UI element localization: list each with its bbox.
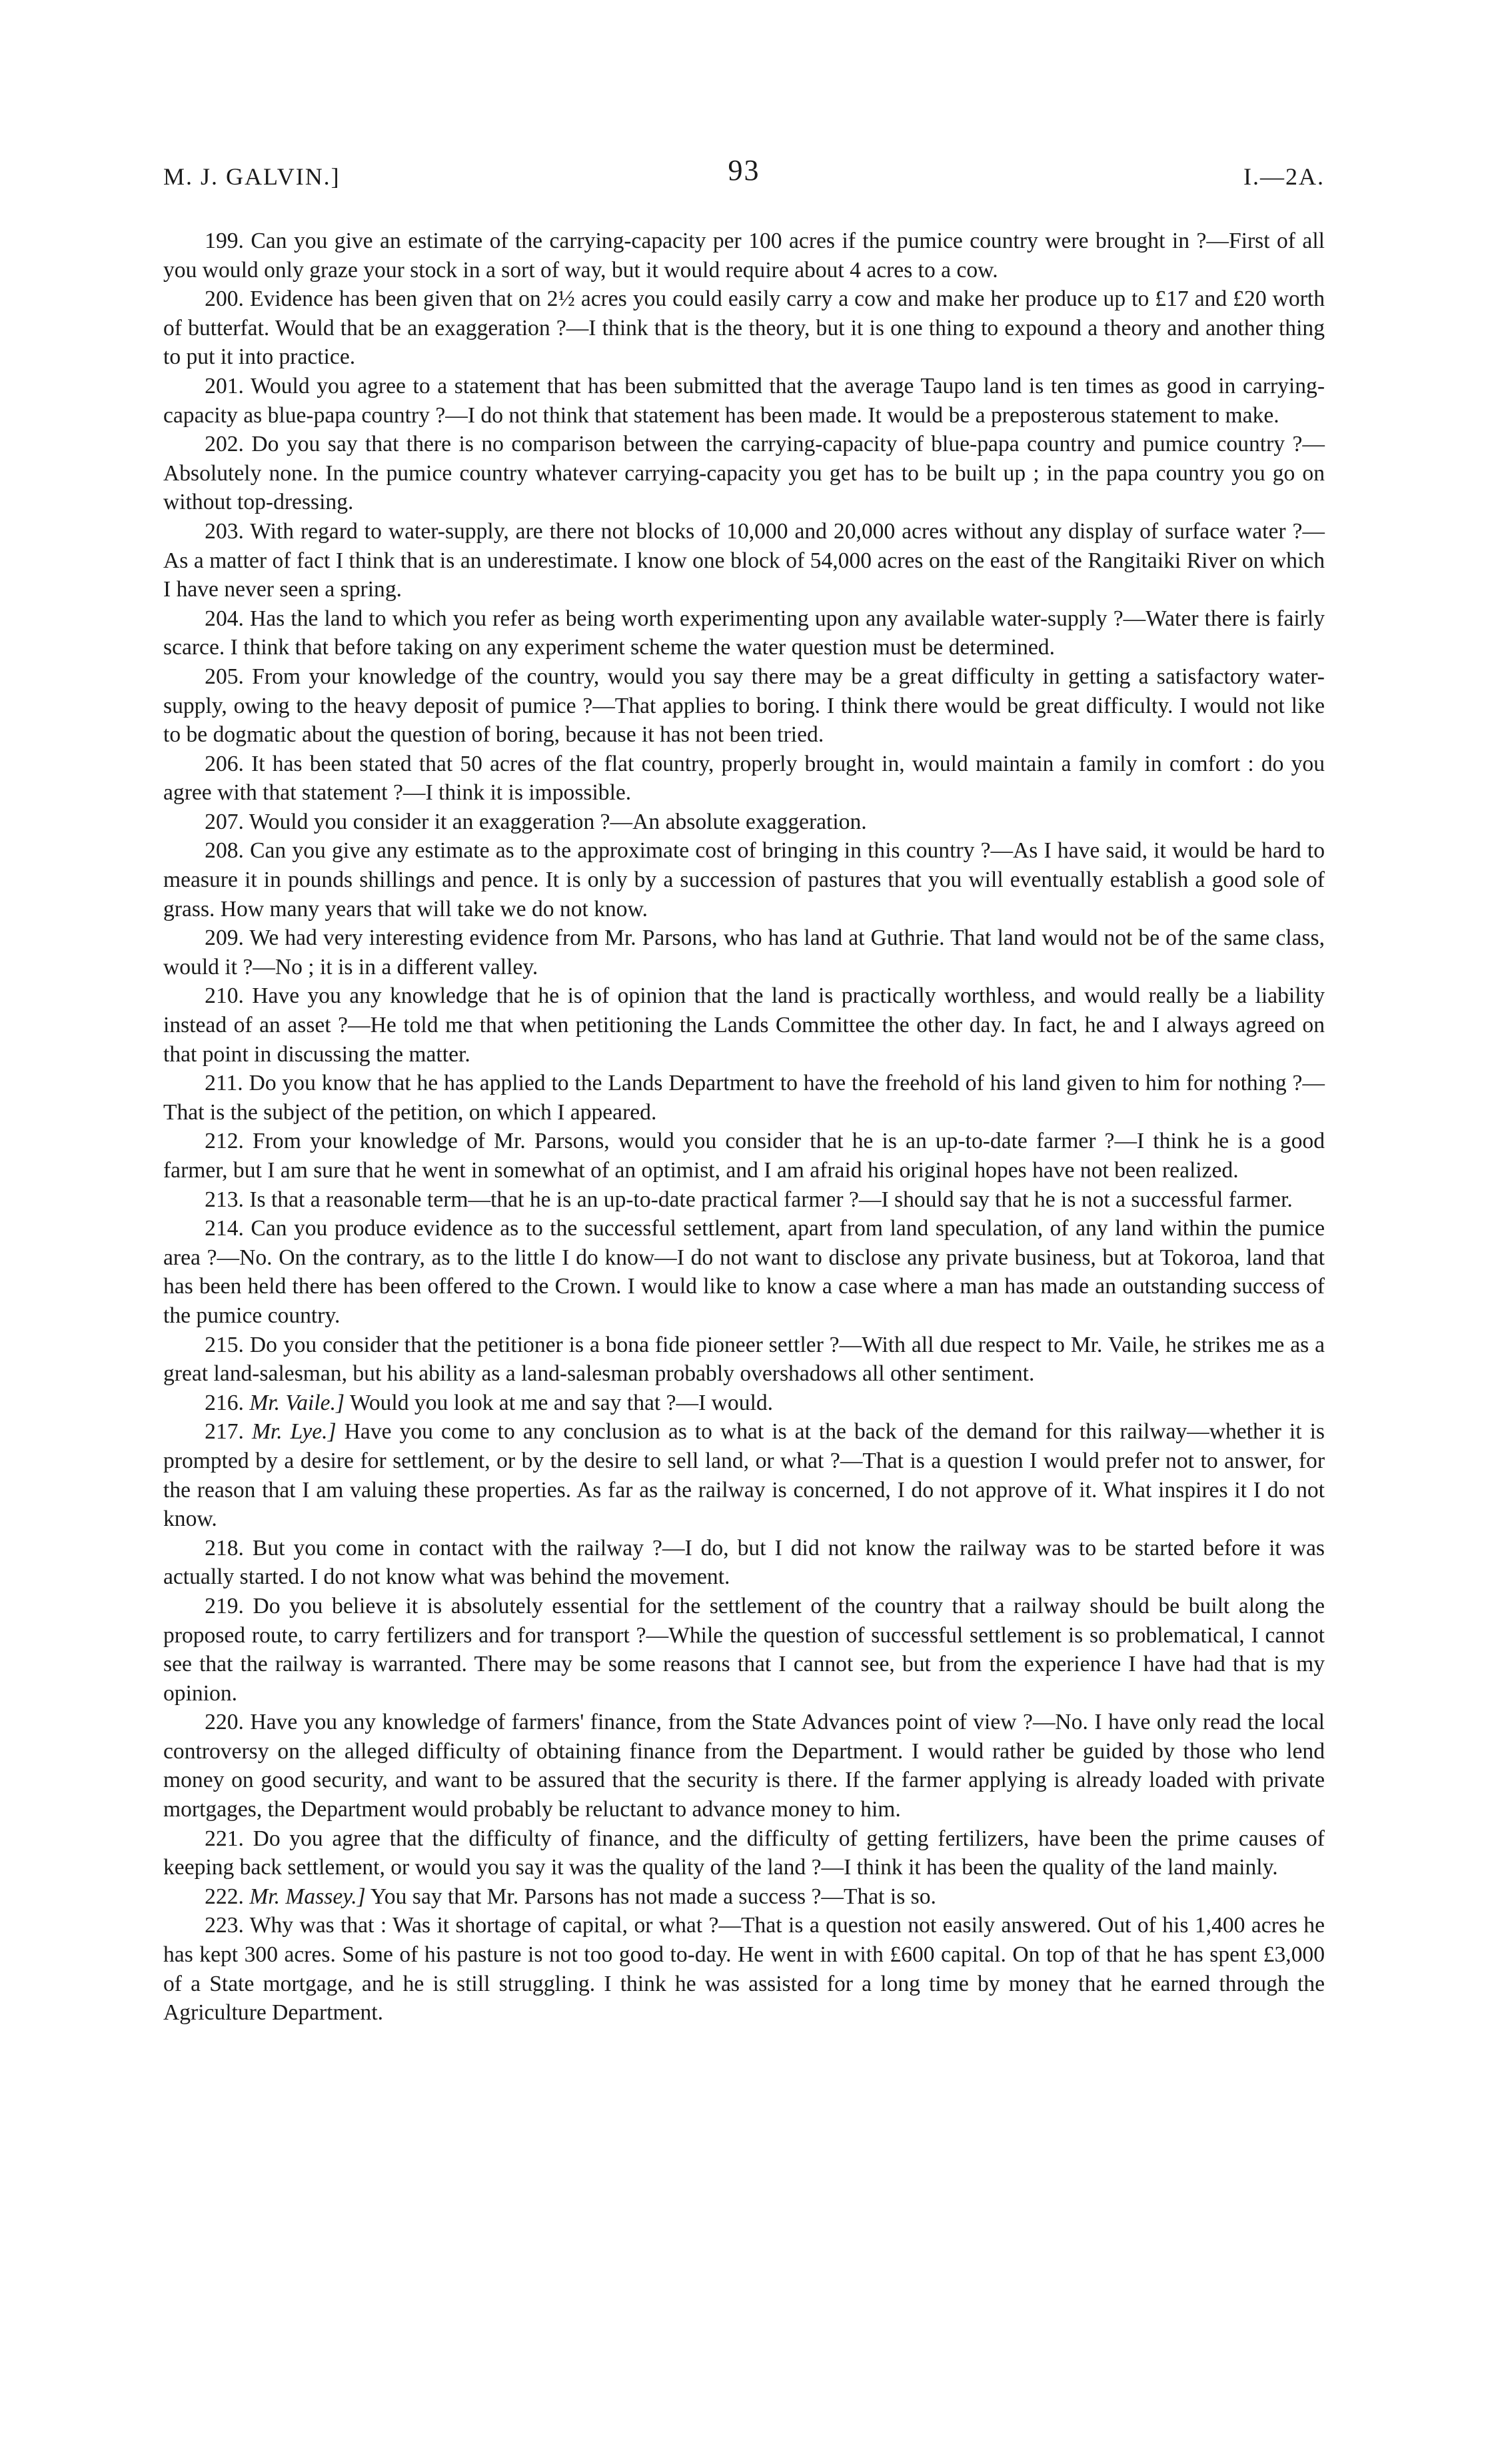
question-number: 212.	[205, 1129, 244, 1154]
question-answer-text: But you come in contact with the railway ?—I do, but I did not know the railway was to be started before it was actually started. I do not know what was behind the movement.	[163, 1535, 1325, 1590]
question-number: 203.	[205, 518, 244, 544]
question-number: 208.	[205, 838, 244, 864]
question-paragraph	[163, 517, 1325, 604]
question-answer-text: Is that a reasonable term—that he is an up-to-date practical farmer ?—I should say that he is not a successful farmer.	[249, 1187, 1293, 1212]
question-paragraph	[163, 1417, 1325, 1533]
question-answer-text: Can you produce evidence as to the successful settlement, apart from land speculation, of any land within the pumice area ?—No. On the contrary, as to the little I do know—I do not want to disclose any private business, but at Tokoroa, land that has been held there has been offered to the Crown. I would like to know a case where a man has made an outstanding success of the pumice country.	[163, 1216, 1325, 1328]
question-number: 206.	[205, 751, 244, 776]
question-paragraph	[163, 1389, 1325, 1418]
question-paragraph	[163, 1882, 1325, 1912]
question-number: 200.	[205, 287, 244, 312]
question-number: 218.	[205, 1535, 244, 1560]
question-number: 213.	[205, 1187, 244, 1212]
question-answer-text: Evidence has been given that on 2½ acres you could easily carry a cow and make her produce up to £17 and £20 worth of butterfat. Would that be an exaggeration ?—I think that is the theory, but it is one thing to expound a theory and another thing to put it into practice.	[163, 287, 1325, 370]
question-paragraph	[163, 1708, 1325, 1824]
question-paragraph	[163, 836, 1325, 924]
question-number: 207.	[205, 809, 244, 834]
question-paragraph	[163, 1214, 1325, 1330]
question-paragraph	[163, 1069, 1325, 1127]
question-answer-text: Has the land to which you refer as being worth experimenting upon any available water-supply ?—Water there is fairly scarce. I think that before taking on any experiment scheme the water question must be determined.	[163, 606, 1325, 660]
question-paragraph	[163, 1331, 1325, 1389]
question-paragraph	[163, 430, 1325, 517]
page-header	[163, 153, 1325, 193]
question-number: 211.	[205, 1071, 243, 1096]
question-answer-text: Do you know that he has applied to the Lands Department to have the freehold of his land given to him for nothing ?—That is the subject of the petition, on which I appeared.	[163, 1071, 1325, 1125]
question-number: 216.	[205, 1390, 244, 1415]
question-answer-text: It has been stated that 50 acres of the flat country, properly brought in, would maintain a family in comfort : do you agree with that statement ?—I think it is impossible.	[163, 751, 1325, 806]
question-number: 223.	[205, 1913, 244, 1938]
question-paragraph	[163, 750, 1325, 808]
question-paragraph	[163, 604, 1325, 662]
question-number: 219.	[205, 1593, 244, 1618]
speaker-label: Mr. Massey.]	[249, 1884, 366, 1909]
question-number: 215.	[205, 1332, 244, 1357]
question-answer-text: Do you agree that the difficulty of finance, and the difficulty of getting fertilizers, have been the prime causes of keeping back settlement, or would you say it was the quality of the land ?—I think it has been the quality of the land mainly.	[163, 1826, 1325, 1880]
question-answer-text: Can you give any estimate as to the approximate cost of bringing in this country ?—As I have said, it would be hard to measure it in pounds shillings and pence. It is only by a succession of pastures that you will eventually establish a good sole of grass. How many years that will take we do not know.	[163, 838, 1325, 922]
question-number: 205.	[205, 664, 244, 689]
question-answer-text: You say that Mr. Parsons has not made a success ?—That is so.	[370, 1884, 936, 1909]
question-answer-text: Have you come to any conclusion as to what is at the back of the demand for this railway—whether it is prompted by a desire for settlement, or by the desire to sell land, or what ?—That is a question I would prefer not to answer, for the reason that I am valuing these properties. As far as the railway is concerned, I do not approve of it. What inspires it I do not know.	[163, 1419, 1325, 1532]
question-number: 220.	[205, 1710, 244, 1735]
question-number: 202.	[205, 432, 244, 457]
question-number: 209.	[205, 925, 244, 951]
question-paragraph	[163, 285, 1325, 372]
question-paragraph	[163, 1592, 1325, 1708]
question-answer-text: With regard to water-supply, are there not blocks of 10,000 and 20,000 acres without any display of surface water ?—As a matter of fact I think that is an underestimate. I know one block of 54,000 acres on the east of the Rangitaiki River on which I have never seen a spring.	[163, 518, 1325, 602]
witness-name: M. J. GALVIN.]	[163, 163, 341, 190]
question-answer-text: Would you look at me and say that ?—I would.	[349, 1390, 774, 1415]
question-answer-text: Why was that : Was it shortage of capital, or what ?—That is a question not easily answered. Out of his 1,400 acres he has kept 300 acres. Some of his pasture is not too good to-day. He went in with £600 capital. On top of that he has spent £3,000 of a State mortgage, and he is still struggling. I think he was assisted for a long time by money that he earned through the Agriculture Department.	[163, 1913, 1325, 2026]
question-answer-text: From your knowledge of Mr. Parsons, would you consider that he is an up-to-date farmer ?—I think he is a good farmer, but I am sure that he went in somewhat of an optimist, and I am afraid his original hopes have not been realized.	[163, 1129, 1325, 1183]
question-paragraph	[163, 1911, 1325, 2027]
question-answer-text: We had very interesting evidence from Mr. Parsons, who has land at Guthrie. That land would not be of the same class, would it ?—No ; it is in a different valley.	[163, 925, 1325, 979]
speaker-label: Mr. Vaile.]	[249, 1390, 345, 1415]
question-paragraph	[163, 372, 1325, 430]
question-paragraph	[163, 924, 1325, 981]
page-number: 93	[728, 154, 760, 187]
question-answer-text: Do you consider that the petitioner is a bona fide pioneer settler ?—With all due respect to Mr. Vaile, he strikes me as a great land-salesman, but his ability as a land-salesman probably overshadows all other sentiment.	[163, 1332, 1325, 1387]
question-paragraph	[163, 1824, 1325, 1882]
question-number: 210.	[205, 983, 244, 1009]
question-number: 201.	[205, 373, 244, 398]
question-paragraph	[163, 808, 1325, 837]
question-number: 217.	[205, 1419, 244, 1445]
question-answer-text: Would you consider it an exaggeration ?—An absolute exaggeration.	[249, 809, 867, 834]
question-answer-text: Would you agree to a statement that has been submitted that the average Taupo land is ten times as good in carrying-capacity as blue-papa country ?—I do not think that statement has been made. It would be a preposterous statement to make.	[163, 373, 1325, 428]
question-paragraph	[163, 227, 1325, 285]
page-body	[163, 227, 1325, 2028]
question-paragraph	[163, 1534, 1325, 1592]
question-number: 221.	[205, 1826, 244, 1851]
question-number: 199.	[205, 229, 244, 253]
speaker-label: Mr. Lye.]	[251, 1419, 337, 1445]
question-paragraph	[163, 981, 1325, 1069]
question-answer-text: Have you any knowledge that he is of opinion that the land is practically worthless, and would really be a liability instead of an asset ?—He told me that when petitioning the Lands Committee the other day. In fact, he and I always agreed on that point in discussing the matter.	[163, 983, 1325, 1067]
question-number: 214.	[205, 1216, 244, 1241]
question-paragraph	[163, 1127, 1325, 1185]
question-answer-text: Have you any knowledge of farmers' finance, from the State Advances point of view ?—No. I have only read the local controversy on the alleged difficulty of obtaining finance from the Department. I would rather be guided by those who lend money on good security, and want to be assured that the security is there. If the farmer applying is already loaded with private mortgages, the Department would probably be reluctant to advance money to him.	[163, 1710, 1325, 1822]
question-answer-text: Do you believe it is absolutely essential for the settlement of the country that a railway should be built along the proposed route, to carry fertilizers and for transport ?—While the question of successful settlement is so problematical, I cannot see that the railway is warranted. There may be some reasons that I cannot see, but from the experience I have had that is my opinion.	[163, 1593, 1325, 1706]
question-number: 222.	[205, 1884, 244, 1909]
question-answer-text: From your knowledge of the country, would you say there may be a great difficulty in getting a satisfactory water-supply, owing to the heavy deposit of pumice ?—That applies to boring. I think there would be great difficulty. I would not like to be dogmatic about the question of boring, because it has not been tried.	[163, 664, 1325, 748]
question-answer-text: Can you give an estimate of the carrying-capacity per 100 acres if the pumice country were brought in ?—First of all you would only graze your stock in a sort of way, but it would require about 4 acres to a cow.	[163, 229, 1325, 283]
paper-reference: I.—2A.	[1243, 163, 1325, 190]
question-paragraph	[163, 662, 1325, 750]
question-paragraph	[163, 1185, 1325, 1215]
question-answer-text: Do you say that there is no comparison between the carrying-capacity of blue-papa country and pumice country ?—Absolutely none. In the pumice country whatever carrying-capacity you get has to be built up ; in the papa country you go on without top-dressing.	[163, 432, 1325, 515]
question-number: 204.	[205, 606, 244, 631]
